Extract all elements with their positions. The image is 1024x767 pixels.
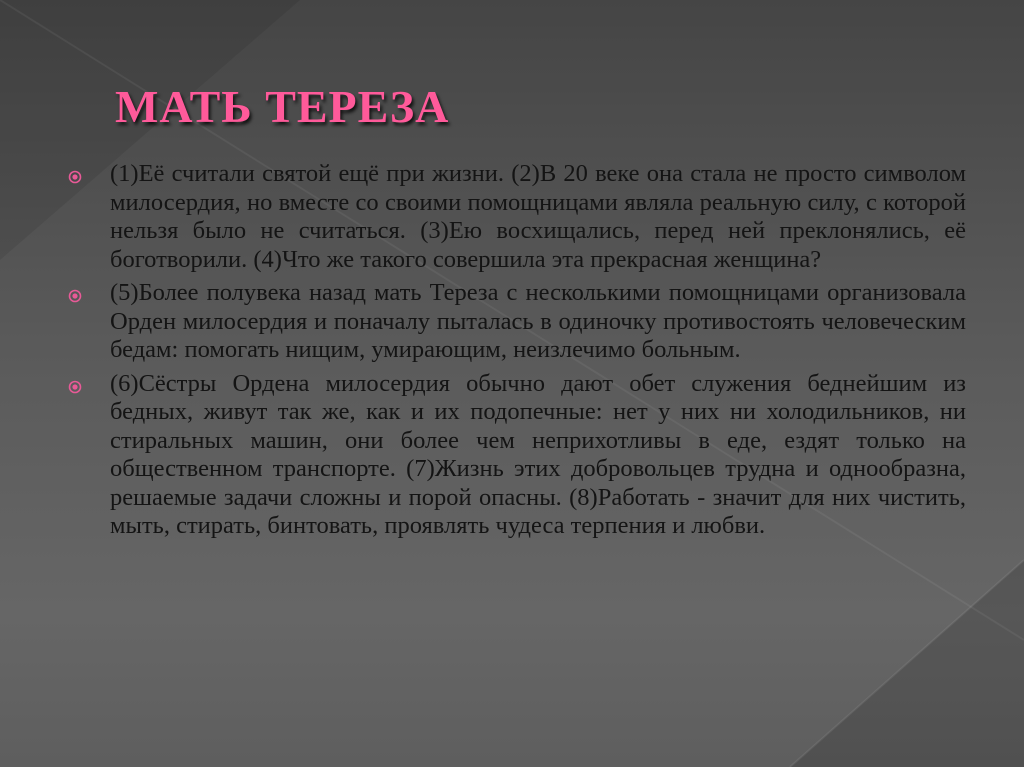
bullet-list — [66, 160, 966, 546]
circle-bullet-icon — [68, 170, 82, 184]
list-item-text: (5)Более полувека назад мать Тереза с несколькими помощницами организовала Орден милосердия и поначалу пыталась в одиночку противостоять человеческим бедам: помогать нищим, умирающим, неизлечимо больным. — [110, 279, 966, 363]
circle-bullet-icon — [68, 289, 82, 303]
list-item-text: (1)Её считали святой ещё при жизни. (2)В 20 веке она стала не просто символом милосердия, но вместе со своими помощницами являла реальную силу, с которой нельзя было не считаться. (3)Ею восхищались, перед ней преклонялись, её боготворили. (4)Что же такого совершила эта прекрасная женщина? — [110, 160, 966, 273]
list-item — [66, 160, 966, 274]
circle-bullet-icon — [68, 380, 82, 394]
list-item — [66, 370, 966, 541]
list-item-text: (6)Сёстры Ордена милосердия обычно дают обет служения беднейшим из бедных, живут так же, как и их подопечные: нет у них ни холодильников, ни стиральных машин, они более чем неприхотливы в еде, ездят только на общественном транспорте. (7)Жизнь этих добровольцев трудна и однообразна, решаемые задачи сложны и порой опасны. (8)Работать - значит для них чистить, мыть, стирать, бинтовать, проявлять чудеса терпения и любви. — [110, 369, 966, 539]
list-item — [66, 279, 966, 365]
slide-title: МАТЬ ТЕРЕЗА — [115, 81, 450, 132]
